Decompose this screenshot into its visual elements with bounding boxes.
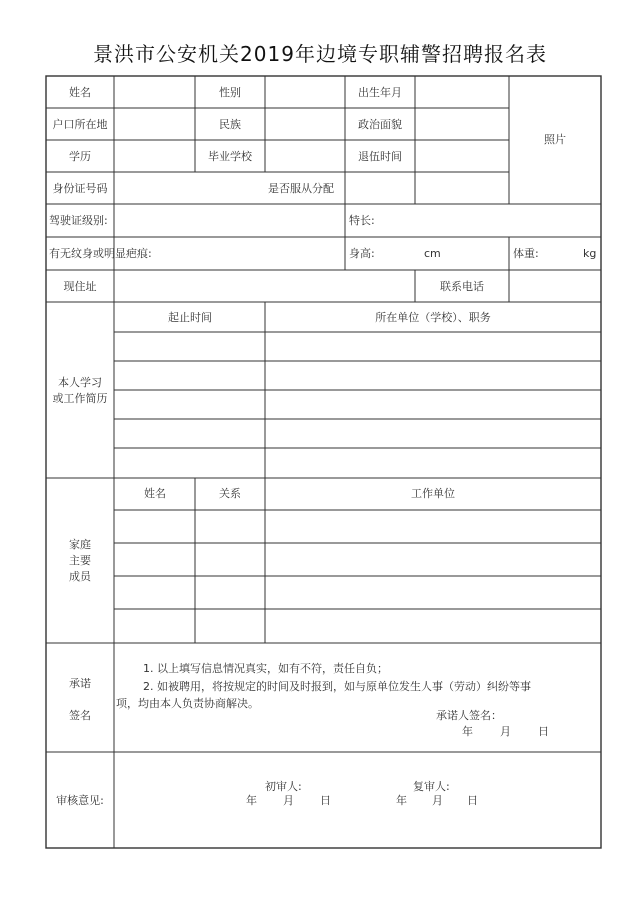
pledge-item1: 1. 以上填写信息情况真实，如有不符，责任自负； [143, 662, 388, 675]
pledge-label-line2: 签名 [69, 709, 91, 722]
pledge-year: 年 [462, 725, 473, 738]
school-field[interactable] [267, 142, 343, 170]
height-unit: cm [424, 247, 441, 260]
second-review-year: 年 [396, 794, 407, 807]
family-col-name: 姓名 [144, 487, 166, 500]
label-obey-assign: 是否服从分配 [268, 182, 334, 195]
second-review-month: 月 [432, 794, 443, 807]
label-school: 毕业学校 [208, 150, 252, 163]
first-review-month: 月 [283, 794, 294, 807]
photo-placeholder: 照片 [544, 133, 566, 146]
family-col-workplace: 工作单位 [411, 487, 455, 500]
label-specialty: 特长: [349, 214, 375, 227]
first-reviewer-label: 初审人: [265, 780, 302, 793]
first-review-day: 日 [320, 794, 331, 807]
first-review-year: 年 [246, 794, 257, 807]
label-name: 姓名 [69, 86, 91, 99]
pledge-day: 日 [538, 725, 549, 738]
label-hukou: 户口所在地 [52, 118, 108, 131]
obey-assign-field[interactable] [347, 174, 507, 202]
pledge-item2-line1: 2. 如被聘用，将按规定的时间及时报到，如与原单位发生人事（劳动）纠纷等事 [143, 680, 531, 693]
birth-field[interactable] [417, 78, 507, 106]
form-title: 景洪市公安机关2019年边境专职辅警招聘报名表 [93, 42, 547, 66]
second-reviewer-label: 复审人: [413, 780, 450, 793]
pledge-item2-line2: 项，均由本人负责协商解决。 [116, 697, 259, 710]
retire-time-field[interactable] [417, 142, 507, 170]
label-education: 学历 [69, 150, 91, 163]
resume-col-unit: 所在单位（学校）、职务 [375, 311, 491, 324]
political-field[interactable] [417, 110, 507, 138]
family-col-relation: 关系 [219, 487, 241, 500]
second-review-day: 日 [467, 794, 478, 807]
label-retire-time: 退伍时间 [358, 150, 402, 163]
resume-label-line1: 本人学习 [58, 376, 102, 389]
family-label-line3: 成员 [69, 570, 91, 583]
label-weight: 体重: [513, 247, 539, 260]
label-political: 政治面貌 [358, 118, 402, 131]
label-tattoo: 有无纹身或明显疤痕: [49, 247, 152, 260]
pledge-month: 月 [500, 725, 511, 738]
pledge-signer-label: 承诺人签名： [436, 709, 502, 722]
weight-unit: kg [583, 247, 597, 260]
label-address: 现住址 [63, 280, 97, 293]
pledge-label-line1: 承诺 [69, 677, 91, 690]
education-field[interactable] [116, 142, 193, 170]
hukou-field[interactable] [116, 110, 193, 138]
label-phone: 联系电话 [440, 280, 484, 293]
label-license: 驾驶证级别: [49, 214, 108, 227]
id-number-field[interactable] [116, 174, 263, 202]
family-label-line2: 主要 [69, 554, 91, 567]
label-ethnicity: 民族 [219, 118, 241, 131]
label-gender: 性别 [219, 86, 241, 99]
phone-field[interactable] [511, 272, 599, 300]
review-label: 审核意见: [56, 794, 104, 807]
name-field[interactable] [116, 78, 193, 106]
gender-field[interactable] [267, 78, 343, 106]
label-birth: 出生年月 [358, 86, 402, 99]
family-label-line1: 家庭 [69, 538, 91, 551]
resume-label-line2: 或工作简历 [52, 392, 108, 405]
label-height: 身高: [349, 247, 375, 260]
label-id-number: 身份证号码 [52, 182, 108, 195]
ethnicity-field[interactable] [267, 110, 343, 138]
resume-col-period: 起止时间 [168, 311, 212, 324]
address-field[interactable] [116, 272, 413, 300]
